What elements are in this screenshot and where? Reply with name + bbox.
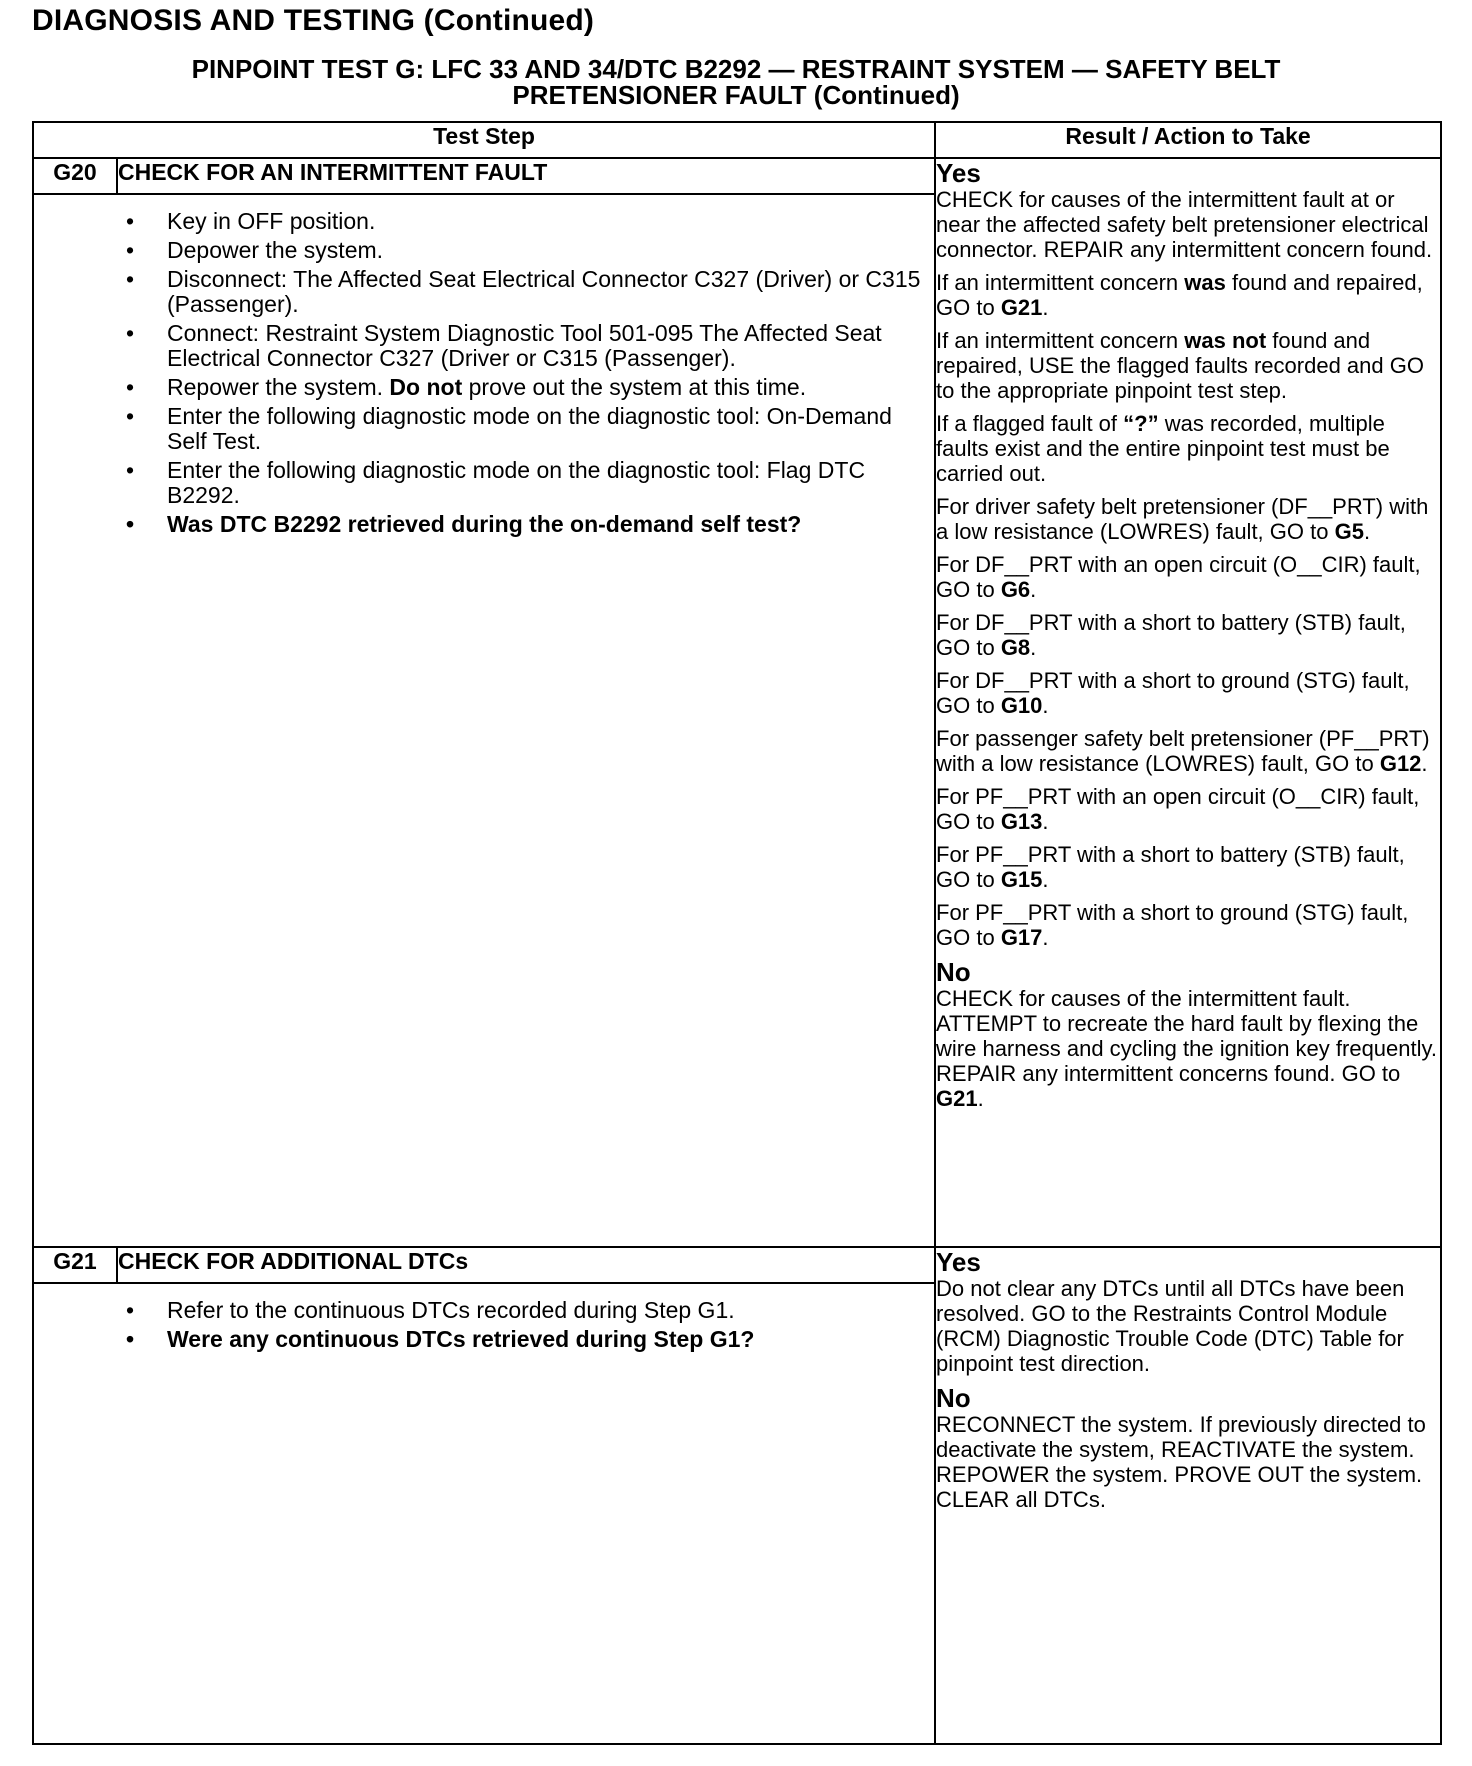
list-item: • Disconnect: The Affected Seat Electrical Connector C327 (Driver) or C315 (Passenger). [126, 266, 921, 317]
step-list-g20 [34, 195, 934, 537]
step-id-g21: G21 [33, 1247, 117, 1283]
result-text: If a flagged fault of “?” was recorded, multiple faults exist and the entire pinpoint test must be carried out. [936, 411, 1390, 486]
answer-yes-label: Yes [936, 158, 981, 188]
list-item: • Repower the system. Do not prove out the system at this time. [126, 374, 807, 400]
result-text: For DF__PRT with a short to battery (STB) fault, GO to G8. [936, 610, 1406, 660]
answer-no-label: No [936, 1383, 971, 1413]
pinpoint-test-table [32, 121, 1442, 1745]
step-title-g20: CHECK FOR AN INTERMITTENT FAULT [117, 158, 935, 194]
result-text: CHECK for causes of the intermittent fault. ATTEMPT to recreate the hard fault by flexing the wire harness and cycling the ignition key frequently. REPAIR any intermittent concerns found. GO to G21. [936, 986, 1437, 1111]
step-g20-header-row [33, 158, 1441, 194]
title-line-2: PRETENSIONER FAULT (Continued) [512, 80, 960, 110]
result-text: For PF__PRT with a short to ground (STG) fault, GO to G17. [936, 900, 1409, 950]
list-item-question: • Were any continuous DTCs retrieved during Step G1? [126, 1326, 755, 1352]
table-header-row [33, 122, 1441, 158]
result-text: If an intermittent concern was not found and repaired, USE the flagged faults recorded and GO to the appropriate pinpoint test step. [936, 328, 1424, 403]
result-text: If an intermittent concern was found and repaired, GO to G21. [936, 270, 1423, 320]
result-text: CHECK for causes of the intermittent fault at or near the affected safety belt pretensioner electrical connector. REPAIR any intermittent concern found. [936, 187, 1433, 262]
step-body-g21 [33, 1283, 935, 1744]
result-text: RECONNECT the system. If previously directed to deactivate the system, REACTIVATE the system. REPOWER the system. PROVE OUT the system. CLEAR all DTCs. [936, 1412, 1426, 1512]
result-text: Do not clear any DTCs until all DTCs have been resolved. GO to the Restraints Control Module (RCM) Diagnostic Trouble Code (DTC) Table for pinpoint test direction. [936, 1276, 1405, 1376]
answer-no-label: No [936, 957, 971, 987]
result-cell-g21 [935, 1247, 1441, 1744]
title-line-1: PINPOINT TEST G: LFC 33 AND 34/DTC B2292 — RESTRAINT SYSTEM — SAFETY BELT [191, 54, 1281, 84]
result-text: For PF__PRT with an open circuit (O__CIR) fault, GO to G13. [936, 784, 1420, 834]
pinpoint-test-title [32, 56, 1440, 108]
list-item: • Connect: Restraint System Diagnostic Tool 501-095 The Affected Seat Electrical Connector C327 (Driver or C315 (Passenger). [126, 320, 882, 371]
list-item: • Refer to the continuous DTCs recorded during Step G1. [126, 1297, 735, 1323]
list-item: • Enter the following diagnostic mode on the diagnostic tool: Flag DTC B2292. [126, 457, 866, 508]
step-title-g21: CHECK FOR ADDITIONAL DTCs [117, 1247, 935, 1283]
result-text: For passenger safety belt pretensioner (PF__PRT) with a low resistance (LOWRES) fault, GO to G12. [936, 726, 1430, 776]
list-item: • Depower the system. [126, 237, 384, 263]
list-item-question: • Was DTC B2292 retrieved during the on-demand self test? [126, 511, 802, 537]
step-body-g20 [33, 194, 935, 1247]
result-text: For driver safety belt pretensioner (DF__PRT) with a low resistance (LOWRES) fault, GO to G5. [936, 494, 1429, 544]
column-header-test-step: Test Step [33, 122, 935, 158]
answer-yes-label: Yes [936, 1247, 981, 1277]
result-cell-g20 [935, 158, 1441, 1247]
step-id-g20: G20 [33, 158, 117, 194]
page-heading: DIAGNOSIS AND TESTING (Continued) [32, 4, 595, 37]
step-g21-header-row [33, 1247, 1441, 1283]
result-text: For DF__PRT with an open circuit (O__CIR) fault, GO to G6. [936, 552, 1421, 602]
step-list-g21 [34, 1284, 934, 1352]
result-text: For DF__PRT with a short to ground (STG) fault, GO to G10. [936, 668, 1410, 718]
list-item: • Key in OFF position. [126, 208, 376, 234]
result-text: For PF__PRT with a short to battery (STB) fault, GO to G15. [936, 842, 1405, 892]
list-item: • Enter the following diagnostic mode on the diagnostic tool: On-Demand Self Test. [126, 403, 892, 454]
column-header-result: Result / Action to Take [935, 122, 1441, 158]
